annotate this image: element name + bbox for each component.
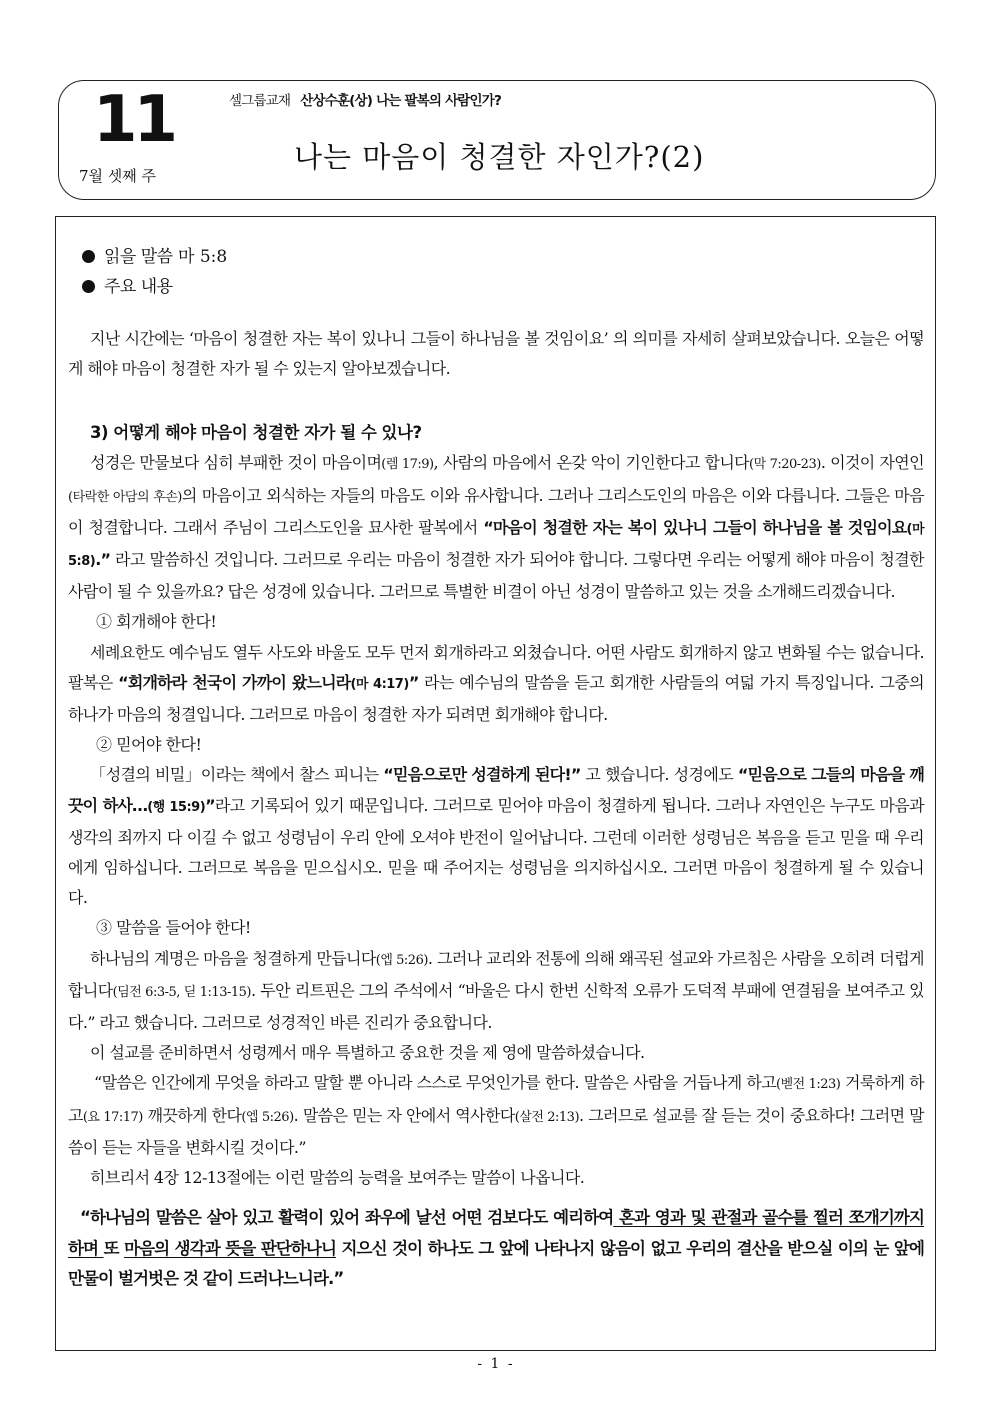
lesson-number: 11 [93,83,175,157]
scripture-ref: (요 17:17) [82,1109,143,1125]
reading-line [68,242,924,272]
section-paragraph [68,448,924,607]
lesson-header [58,80,936,200]
content-body [68,242,924,1295]
text-span: 「성결의 비밀」이라는 책에서 찰스 피니는 [90,765,384,785]
main-content-label: 주요 내용 [104,277,173,297]
text-span: . 두안 리트핀은 그의 주석에서 “바울은 다시 한번 신학적 오류가 도덕적 부패에 연결됨을 보여주고 있다.” 라고 했습니다. 그러므로 성경적인 바른 진리가 중요합니다. [68,980,924,1033]
text-span: 하나님의 계명은 마음을 청결하게 만듭니다 [90,948,376,968]
step-1-heading: ① 회개해야 한다! [96,612,217,632]
step-3-note: 이 설교를 준비하면서 성령께서 매우 특별하고 중요한 것을 제 영에 말씀하셨습니다. [90,1043,645,1063]
section-heading: 3) 어떻게 해야 마음이 청결한 자가 될 수 있나? [90,423,422,443]
text-span: “말씀은 인간에게 무엇을 하라고 말할 뿐 아니라 스스로 무엇인가를 한다. 말씀은 사람을 거듭나게 하고 [94,1073,777,1093]
scripture-ref: (살전 2:13) [514,1109,580,1125]
scripture-ref: (마 4:17) [350,676,409,692]
text-span: . 그러므로 설교를 잘 듣는 것이 중요하다! 그러면 말씀이 듣는 자들을 변화시킬 것이다.” [68,1105,924,1157]
text-span: 세례요한도 예수님도 열두 사도와 바울도 모두 먼저 회개하라고 외쳤습니다. 어떤 사람도 회개하지 않고 변화될 수는 없습니다. 팔복은 [68,642,924,692]
text-span: 고 했습니다. 성경에도 [580,765,738,785]
quote-end: ” [205,795,215,815]
underlined-text: 마음의 생각과 뜻을 판단하나니 [124,1238,337,1258]
text-span: 의 마음이고 외식하는 자들의 마음도 이와 유사합니다. 그러나 그리스도인의 마음은 이와 다릅니다. 그들은 마음이 청결합니다. 그래서 주님이 그리스도인을 묘사한 팔복에서 [68,485,925,537]
scripture-ref: (렘 17:9) [381,457,434,473]
text-span: 성경은 만물보다 심히 부패한 것이 마음이며 [90,453,382,473]
step-3-heading: ③ 말씀을 들어야 한다! [96,918,251,938]
week-label: 7월 셋째 주 [79,167,157,185]
bold-quote: “회개하라 천국이 가까이 왔느니라 [118,672,351,692]
text-span: 또 [103,1238,125,1258]
scripture-ref: (딤전 6:3-5, 딛 1:13-15) [112,984,251,1000]
reading-ref: 마 5:8 [178,247,228,267]
bullet-dot-icon [82,280,95,293]
step-2-heading: ② 믿어야 한다! [96,735,202,755]
parenthetical-note: (타락한 아담의 후손) [68,489,182,505]
text-span: 라고 말씀하신 것입니다. 그러므로 우리는 마음이 청결한 자가 되어야 합니다. 그렇다면 우리는 어떻게 해야 마음이 청결한 사람이 될 수 있을까요? 답은 성경에 있습니다. 그러므로 특별한 비결이 아닌 성경이 말씀하고 있는 것을 소개해드리겠습니다. [68,550,924,602]
scripture-ref: (마 5:8) [68,521,924,570]
underlined-text: 혼과 영과 및 관절과 골수를 찔러 쪼개기까지 하며 [68,1208,924,1258]
main-title: 나는 마음이 청결한 자인가?(2) [294,140,705,174]
step-3-paragraph [68,944,924,1039]
text-span: . 그러나 교리와 전통에 의해 왜곡된 설교와 가르침은 사람을 오히려 더럽게 합니다 [68,948,925,1000]
text-span: 깨끗하게 한다 [142,1105,242,1125]
final-bold-quote [68,1203,924,1295]
scripture-ref: (막 7:20-23) [749,457,821,473]
quote-end: .” [95,550,111,570]
series-line [229,89,501,109]
step-1-paragraph [68,638,924,731]
text-span: 라는 예수님의 말씀을 듣고 회개한 사람들의 여덟 가지 특징입니다. 그중의 하나가 마음의 청결입니다. 그러므로 마음이 청결한 자가 되려면 회개해야 합니다. [68,672,924,725]
text-span: . 이것이 자연인 [820,453,924,473]
bold-quote: “믿음으로만 성결하게 된다!” [383,765,581,785]
series-title: 산상수훈(상) 나는 팔복의 사람인가? [300,93,502,109]
bold-quote: “믿음으로 그들의 마음을 깨끗이 하사… [68,765,924,815]
scripture-ref: (행 15:9) [147,799,206,815]
content-box [55,216,936,1351]
text-span: 라고 기록되어 있기 때문입니다. 그러므로 믿어야 마음이 청결하게 됩니다. 그러나 자연인은 누구도 마음과 생각의 죄까지 다 이길 수 없고 성령님이 우리 안에 오셔야 반전이 일어납니다. 그런데 이러한 성령님은 복음을 듣고 믿을 때 우리에게 임하십니다. 그러므로 복음을 믿으십시오. 믿을 때 주어지는 성령님을 의지하십시오. 그러면 마음이 청결하게 될 수 있습니다. [68,795,924,908]
bold-quote: “마음이 청결한 자는 복이 있나니 그들이 하나님을 볼 것임이요 [483,517,907,537]
scripture-ref: (엡 5:26) [241,1109,294,1125]
series-label: 셀그룹교재 [229,93,291,109]
page-number: - 1 - [477,1356,515,1372]
hebrews-intro: 히브리서 4장 12-13절에는 이런 말씀의 능력을 보여주는 말씀이 나옵니다. [90,1168,585,1188]
reading-label: 읽을 말씀 [104,247,173,267]
step-2-paragraph [68,760,924,913]
spirit-quote-paragraph [68,1068,924,1163]
scripture-ref: (벧전 1:23) [776,1077,841,1093]
text-span: 거룩하게 하고 [68,1073,924,1125]
text-span: “하나님의 말씀은 살아 있고 활력이 있어 좌우에 날선 어떤 검보다도 예리하여 [80,1208,614,1228]
quote-end: ” [408,672,419,692]
text-span: 지으신 것이 하나도 그 앞에 나타나지 않음이 없고 우리의 결산을 받으실 이의 눈 앞에 만물이 벌거벗은 것 같이 드러나느니라.” [68,1238,924,1289]
text-span: . 말씀은 믿는 자 안에서 역사한다 [293,1105,515,1125]
main-content-line [68,272,924,302]
bullet-dot-icon [82,250,95,263]
scripture-ref: (엡 5:26) [375,952,428,968]
intro-paragraph: 지난 시간에는 ‘마음이 청결한 자는 복이 있나니 그들이 하나님을 볼 것임이요’ 의 의미를 자세히 살펴보았습니다. 오늘은 어떻게 해야 마음이 청결한 자가 될 수 있는지 알아보겠습니다. [68,329,924,379]
text-span: , 사람의 마음에서 온갖 악이 기인한다고 합니다 [433,453,750,473]
